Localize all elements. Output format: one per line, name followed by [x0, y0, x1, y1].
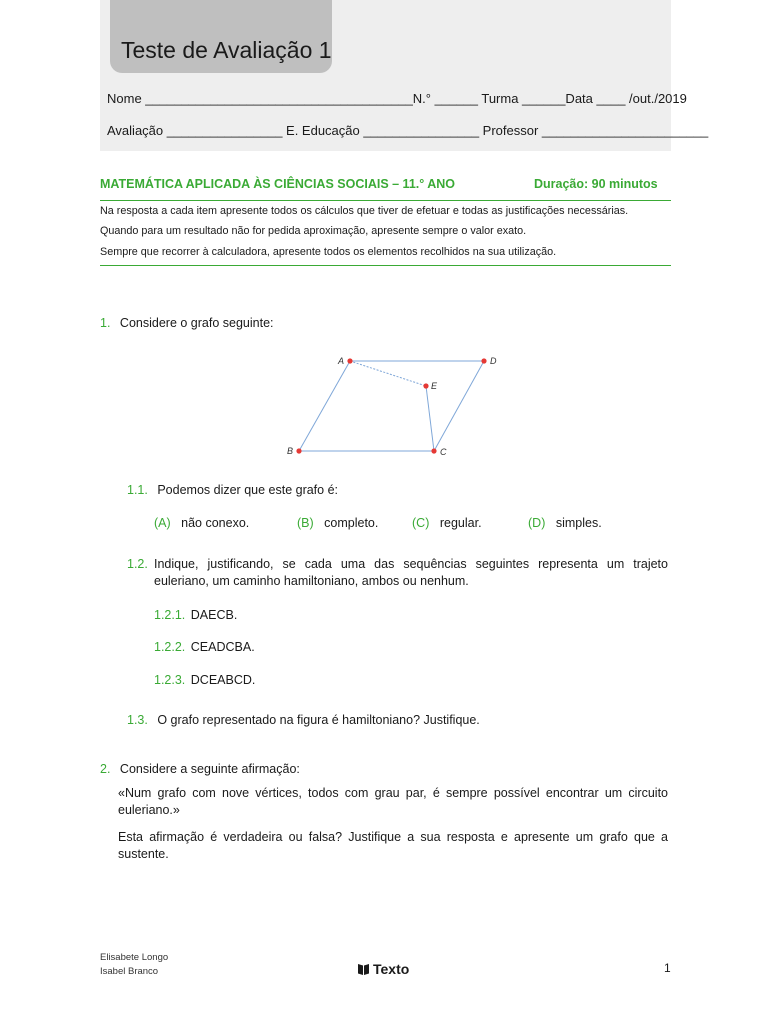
subject-title: MATEMÁTICA APLICADA ÀS CIÊNCIAS SOCIAIS – 11.° ANO	[100, 177, 456, 191]
option-letter: (C)	[412, 516, 430, 530]
question-2	[100, 762, 300, 776]
item-number: 1.2.3.	[154, 673, 186, 687]
sequence-item	[154, 608, 237, 622]
question-number: 2.	[100, 762, 111, 776]
item-text: DCEABCD.	[190, 673, 256, 687]
question-1-2-text: Indique, justificando, se cada uma das sequências seguintes representa um trajeto euleriano, um caminho hamiltoniano, ambos ou nenhum.	[154, 557, 668, 588]
instruction-line: Sempre que recorrer à calculadora, apresente todos os elementos recolhidos na sua utilização.	[100, 246, 557, 258]
sequence-item	[154, 673, 255, 687]
vertex-label: A	[338, 356, 345, 366]
question-number: 1.	[100, 316, 111, 330]
graph-figure	[280, 350, 500, 465]
option-c	[412, 516, 482, 530]
vertex-label: C	[440, 447, 447, 457]
question-text: Podemos dizer que este grafo é:	[157, 483, 339, 497]
option-text: simples.	[555, 516, 602, 530]
divider-top	[100, 200, 671, 201]
edge-ab	[299, 361, 350, 451]
option-text: regular.	[439, 516, 482, 530]
option-letter: (A)	[154, 516, 171, 530]
instruction-line: Quando para um resultado não for pedida aproximação, apresente sempre o valor exato.	[100, 225, 527, 237]
exam-duration: Duração: 90 minutos	[534, 177, 658, 191]
divider-bottom	[100, 265, 671, 266]
vertex-d	[481, 358, 486, 363]
option-b	[297, 516, 378, 530]
publisher-name: Texto	[373, 961, 410, 977]
vertex-e	[423, 383, 428, 388]
edge-dc	[434, 361, 484, 451]
vertex-b	[296, 448, 301, 453]
sequence-item	[154, 640, 255, 654]
question-number-1-2	[127, 557, 148, 571]
item-number: 1.2.2.	[154, 640, 186, 654]
option-d	[528, 516, 602, 530]
item-number: 1.2.1.	[154, 608, 186, 622]
book-icon	[358, 963, 369, 975]
option-text: completo.	[324, 516, 379, 530]
question-1-1	[127, 483, 338, 497]
vertex-label: D	[490, 356, 497, 366]
vertex-a	[347, 358, 352, 363]
question-number: 1.2.	[127, 557, 148, 571]
page-title: Teste de Avaliação 1	[121, 37, 332, 63]
option-letter: (B)	[297, 516, 314, 530]
footer-authors	[100, 951, 168, 979]
evaluation-info-line: Avaliação ________________ E. Educação ________________ Professor _______________________	[107, 123, 709, 138]
question-number: 1.3.	[127, 713, 148, 727]
edge-ec	[426, 386, 434, 451]
question-number: 1.1.	[127, 483, 148, 497]
vertex-label: B	[287, 446, 294, 456]
vertex-label: E	[431, 381, 438, 391]
question-text: O grafo representado na figura é hamiltoniano? Justifique.	[157, 713, 480, 727]
question-2-prompt: Esta afirmação é verdadeira ou falsa? Justifique a sua resposta e apresente um grafo que a sustente.	[118, 830, 668, 861]
student-info-line: Nome _____________________________________N.° ______ Turma ______Data ____ /out./2019	[107, 91, 687, 106]
instruction-line: Na resposta a cada item apresente todos os cálculos que tiver de efetuar e todas as justificações necessárias.	[100, 205, 629, 217]
author-name: Isabel Branco	[100, 966, 159, 977]
option-a	[154, 516, 249, 530]
option-text: não conexo.	[181, 516, 250, 530]
option-letter: (D)	[528, 516, 546, 530]
question-1-3	[127, 713, 480, 727]
author-name: Elisabete Longo	[100, 952, 169, 963]
question-text: Considere a seguinte afirmação:	[119, 762, 300, 776]
page-number: 1	[664, 961, 671, 975]
vertex-c	[431, 448, 436, 453]
question-2-quote: «Num grafo com nove vértices, todos com grau par, é sempre possível encontrar um circuito euleriano.»	[118, 786, 668, 817]
question-1	[100, 316, 274, 330]
item-text: DAECB.	[190, 608, 238, 622]
question-text: Considere o grafo seguinte:	[119, 316, 274, 330]
edge-ae	[350, 361, 426, 386]
publisher-logo	[358, 961, 409, 977]
item-text: CEADCBA.	[190, 640, 255, 654]
